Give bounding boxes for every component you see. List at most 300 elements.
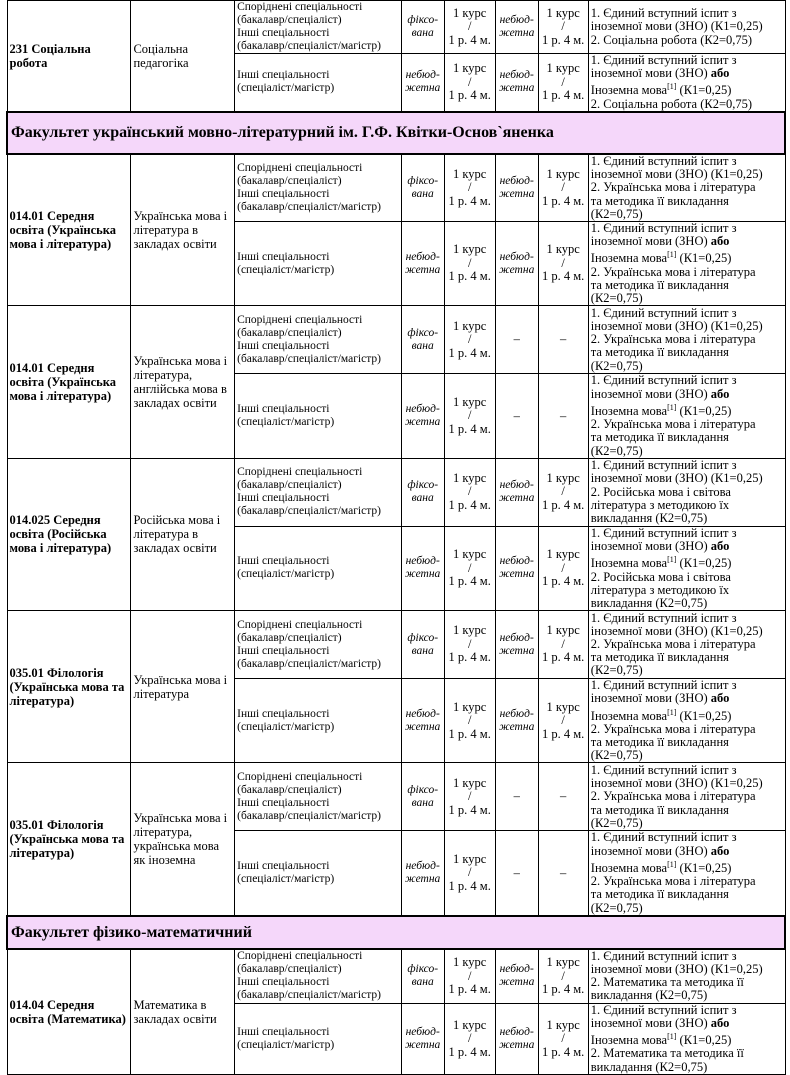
course-cell bbox=[538, 526, 588, 610]
exam-line bbox=[591, 553, 783, 570]
course-line: / bbox=[467, 968, 472, 983]
exam-line: 2. Українська мова і література bbox=[590, 637, 756, 651]
exam-line: 2. Російська мова і світова bbox=[590, 569, 731, 584]
funding-word: жетна bbox=[405, 82, 441, 95]
other-line: Інші спеціальності bbox=[237, 707, 330, 720]
specialty-cell: 035.01 Філологія (Українська мова та література) bbox=[7, 611, 131, 763]
exam-cell bbox=[588, 831, 785, 916]
exam-line: та методика її викладання bbox=[590, 277, 729, 292]
course-cell bbox=[444, 526, 495, 610]
exam-line bbox=[591, 235, 783, 248]
other-specialties-cell bbox=[235, 679, 402, 763]
exam-cell bbox=[588, 611, 785, 679]
course-line: 1 курс bbox=[453, 5, 487, 20]
exam-line bbox=[591, 248, 783, 265]
exam-line: 1. Єдиний вступний іспит з bbox=[590, 305, 737, 320]
exam-text: Іноземна мова bbox=[590, 403, 668, 418]
course-line: 1 р. 4 м. bbox=[448, 878, 491, 893]
funding-nonbudget bbox=[495, 1, 538, 54]
related-line: Споріднені спеціальності bbox=[237, 618, 363, 631]
funding-nonbudget bbox=[495, 1003, 538, 1074]
related-line: (бакалавр/спеціаліст) bbox=[237, 783, 342, 796]
course-line: / bbox=[561, 636, 565, 651]
related-line: Споріднені спеціальності bbox=[237, 313, 363, 326]
exam-line: 2. Математика та методика її bbox=[590, 975, 744, 990]
footnote-ref: [1] bbox=[667, 707, 677, 717]
program-cell: Соціальна педагогіка bbox=[131, 1, 235, 112]
related-line: Споріднені спеціальності bbox=[237, 1, 363, 13]
exam-text: (К1=0,25) bbox=[679, 1033, 732, 1048]
specialty-cell: 014.01 Середня освіта (Українська мова і література) bbox=[7, 154, 131, 306]
exam-line: (К2=0,75) bbox=[590, 663, 643, 678]
course-line: 1 курс bbox=[546, 5, 580, 20]
course-line: / bbox=[467, 484, 472, 499]
exam-line: 1. Єдиний вступний іспит з bbox=[590, 610, 737, 625]
related-line: Інші спеціальності bbox=[237, 339, 330, 352]
exam-line: 1. Єдиний вступний іспит з bbox=[590, 373, 737, 388]
funding-word: фіксо- bbox=[407, 631, 439, 644]
exam-line: та методика її викладання bbox=[590, 193, 729, 208]
funding-nonbudget bbox=[495, 949, 538, 1003]
funding-word: фіксо- bbox=[407, 326, 439, 339]
funding-word: фіксо- bbox=[407, 783, 439, 796]
other-line: Інші спеціальності bbox=[237, 1025, 330, 1038]
other-specialties-cell bbox=[235, 526, 402, 610]
course-line: / bbox=[561, 968, 565, 983]
related-line: Інші спеціальності bbox=[237, 796, 330, 809]
course-line: 1 курс bbox=[546, 166, 580, 181]
exam-or: або bbox=[710, 386, 730, 401]
admission-table bbox=[6, 0, 786, 1075]
course-line: 1 р. 4 м. bbox=[542, 574, 585, 589]
exam-line bbox=[591, 1017, 783, 1030]
related-specialties-cell bbox=[235, 306, 402, 374]
course-line: / bbox=[561, 484, 565, 499]
exam-text: Іноземна мова bbox=[590, 556, 668, 571]
dash-cell: – bbox=[495, 306, 538, 374]
course-line: 1 курс bbox=[453, 470, 487, 485]
funding-word: вана bbox=[411, 27, 434, 39]
other-line: (спеціаліст/магістр) bbox=[237, 720, 335, 733]
funding-word: жетна bbox=[499, 976, 535, 989]
exam-line: 1. Єдиний вступний іспит з bbox=[590, 153, 737, 168]
funding-nonbudget bbox=[495, 679, 538, 763]
funding-word: жетна bbox=[405, 568, 441, 581]
other-specialties-cell bbox=[235, 221, 402, 305]
course-cell bbox=[444, 1, 495, 54]
funding-word: фіксо- bbox=[407, 14, 439, 26]
exam-text: (К1=0,25) bbox=[679, 83, 732, 98]
exam-line: 1. Єдиний вступний іспит з bbox=[590, 1002, 737, 1017]
funding-fixed bbox=[401, 763, 444, 831]
course-line: / bbox=[561, 255, 565, 270]
related-line: (бакалавр/спеціаліст/магістр) bbox=[237, 200, 381, 213]
funding-word: небюд- bbox=[405, 403, 440, 416]
table-row bbox=[7, 458, 785, 526]
related-specialties-cell bbox=[235, 763, 402, 831]
exam-line: 2. Українська мова і література bbox=[590, 789, 756, 804]
course-line: 1 р. 4 м. bbox=[448, 726, 491, 741]
course-line: 1 курс bbox=[453, 1017, 487, 1032]
course-line: 1 курс bbox=[453, 955, 487, 970]
funding-word: вана bbox=[411, 339, 434, 352]
funding-nonbudget bbox=[401, 1003, 444, 1074]
course-line: / bbox=[467, 789, 472, 804]
course-line: 1 курс bbox=[546, 242, 580, 257]
exam-line: література з методикою їх bbox=[590, 582, 730, 597]
course-line: 1 курс bbox=[546, 61, 580, 76]
other-line: Інші спеціальності bbox=[237, 860, 330, 873]
funding-word: фіксо- bbox=[407, 963, 439, 976]
related-specialties-cell bbox=[235, 1, 402, 54]
funding-word: жетна bbox=[405, 263, 441, 276]
course-line: 1 р. 4 м. bbox=[448, 345, 491, 360]
course-cell bbox=[444, 611, 495, 679]
funding-fixed bbox=[401, 306, 444, 374]
exam-line: (К2=0,75) bbox=[590, 815, 643, 830]
course-line: 1 р. 4 м. bbox=[448, 269, 491, 284]
course-line: 1 курс bbox=[453, 318, 487, 333]
exam-text: Іноземна мова bbox=[590, 708, 668, 723]
course-line: 1 р. 4 м. bbox=[448, 1044, 491, 1059]
exam-or: або bbox=[710, 538, 730, 553]
other-specialties-cell bbox=[235, 54, 402, 112]
funding-word: вана bbox=[411, 492, 434, 505]
other-line: Інші спеціальності bbox=[237, 69, 330, 82]
dash-cell: – bbox=[538, 306, 588, 374]
related-line: (бакалавр/спеціаліст/магістр) bbox=[237, 352, 381, 365]
course-cell bbox=[444, 374, 495, 458]
related-line: Інші спеціальності bbox=[237, 976, 330, 989]
footnote-ref: [1] bbox=[667, 402, 677, 412]
funding-word: жетна bbox=[499, 568, 535, 581]
exam-line: 1. Єдиний вступний іспит з bbox=[590, 53, 737, 67]
other-specialties-cell bbox=[235, 831, 402, 916]
funding-word: небюд- bbox=[499, 250, 534, 263]
funding-word: жетна bbox=[405, 416, 441, 429]
course-line: / bbox=[467, 332, 472, 347]
exam-cell bbox=[588, 221, 785, 305]
course-cell bbox=[538, 679, 588, 763]
funding-nonbudget bbox=[401, 526, 444, 610]
exam-line: (К2=0,75) bbox=[590, 443, 643, 458]
course-line: / bbox=[467, 408, 472, 423]
exam-text: іноземної мови (ЗНО) bbox=[590, 1015, 708, 1030]
funding-fixed bbox=[401, 1, 444, 54]
other-line: (спеціаліст/магістр) bbox=[237, 263, 335, 276]
related-specialties-cell bbox=[235, 458, 402, 526]
table-row bbox=[7, 949, 785, 1003]
funding-word: небюд- bbox=[405, 707, 440, 720]
exam-line: 2. Українська мова і література bbox=[590, 874, 756, 889]
dash-cell: – bbox=[495, 374, 538, 458]
course-line: / bbox=[467, 19, 472, 34]
dash-cell: – bbox=[495, 763, 538, 831]
funding-nonbudget bbox=[495, 54, 538, 112]
exam-text: (К1=0,25) bbox=[679, 708, 732, 723]
course-line: 1 р. 4 м. bbox=[542, 32, 585, 47]
funding-nonbudget bbox=[401, 831, 444, 916]
other-line: (спеціаліст/магістр) bbox=[237, 82, 335, 95]
exam-line: 1. Єдиний вступний іспит з bbox=[590, 830, 737, 845]
funding-word: небюд- bbox=[405, 1025, 440, 1038]
exam-line: та методика її викладання bbox=[590, 345, 729, 360]
exam-line: 2. Математика та методика її bbox=[590, 1046, 744, 1061]
funding-word: жетна bbox=[499, 644, 535, 657]
other-line: (спеціаліст/магістр) bbox=[237, 568, 335, 581]
related-line: (бакалавр/спеціаліст/магістр) bbox=[237, 40, 381, 52]
course-line: 1 р. 4 м. bbox=[448, 421, 491, 436]
funding-word: небюд- bbox=[499, 174, 534, 187]
funding-word: жетна bbox=[405, 720, 441, 733]
table-row bbox=[7, 763, 785, 831]
exam-line: 2. Соціальна робота (К2=0,75) bbox=[590, 96, 753, 111]
exam-line: 1. Єдиний вступний іспит з bbox=[590, 762, 737, 777]
other-specialties-cell bbox=[235, 1003, 402, 1074]
exam-line: 1. Єдиний вступний іспит з bbox=[590, 458, 737, 473]
course-line: 1 р. 4 м. bbox=[542, 88, 585, 103]
program-cell: Математика в закладах освіти bbox=[131, 949, 235, 1074]
exam-line bbox=[591, 706, 783, 723]
exam-cell bbox=[588, 949, 785, 1003]
exam-cell bbox=[588, 1, 785, 54]
funding-word: небюд- bbox=[405, 69, 440, 82]
course-line: 1 курс bbox=[546, 1017, 580, 1032]
exam-line: іноземної мови (ЗНО) (К1=0,25) bbox=[590, 167, 763, 182]
related-line: Споріднені спеціальності bbox=[237, 161, 363, 174]
related-specialties-cell bbox=[235, 154, 402, 222]
table-row bbox=[7, 306, 785, 374]
related-line: (бакалавр/спеціаліст) bbox=[237, 963, 342, 976]
faculty-title: Факультет український мовно-літературний ім. Г.Ф. Квітки-Основ`яненка bbox=[7, 112, 785, 154]
course-line: 1 р. 4 м. bbox=[542, 650, 585, 665]
exam-text: (К1=0,25) bbox=[679, 251, 732, 266]
exam-cell bbox=[588, 679, 785, 763]
exam-line: іноземної мови (ЗНО) (К1=0,25) bbox=[590, 623, 763, 638]
funding-word: вана bbox=[411, 187, 434, 200]
exam-text: (К1=0,25) bbox=[679, 403, 732, 418]
exam-cell bbox=[588, 458, 785, 526]
exam-text: Іноземна мова bbox=[590, 861, 668, 876]
exam-line: (К2=0,75) bbox=[590, 748, 643, 763]
course-line: / bbox=[467, 255, 472, 270]
course-line: 1 курс bbox=[453, 166, 487, 181]
faculty-title: Факультет фізико-математичний bbox=[7, 916, 785, 949]
exam-line bbox=[591, 67, 783, 80]
course-line: 1 р. 4 м. bbox=[448, 982, 491, 997]
course-line: 1 курс bbox=[546, 470, 580, 485]
other-line: (спеціаліст/магістр) bbox=[237, 1038, 335, 1051]
funding-nonbudget bbox=[495, 221, 538, 305]
funding-word: небюд- bbox=[499, 631, 534, 644]
course-line: 1 р. 4 м. bbox=[542, 1044, 585, 1059]
course-cell bbox=[444, 306, 495, 374]
course-cell bbox=[538, 154, 588, 222]
exam-line bbox=[591, 1030, 783, 1047]
specialty-cell: 014.01 Середня освіта (Українська мова і література) bbox=[7, 306, 131, 458]
table-row bbox=[7, 611, 785, 679]
exam-or: або bbox=[710, 66, 730, 81]
dash-cell: – bbox=[538, 831, 588, 916]
specialty-cell: 231 Соціальна робота bbox=[7, 1, 131, 112]
course-line: / bbox=[561, 19, 565, 34]
exam-line: 2. Українська мова і література bbox=[590, 417, 756, 432]
course-line: / bbox=[467, 180, 472, 195]
course-line: 1 р. 4 м. bbox=[448, 650, 491, 665]
exam-line: 1. Єдиний вступний іспит з bbox=[590, 948, 737, 963]
funding-word: небюд- bbox=[499, 479, 534, 492]
related-line: Інші спеціальності bbox=[237, 492, 330, 505]
course-line: / bbox=[561, 180, 565, 195]
course-line: / bbox=[561, 713, 565, 728]
course-line: / bbox=[467, 74, 472, 89]
exam-line bbox=[591, 692, 783, 705]
course-line: / bbox=[467, 636, 472, 651]
exam-line: 2. Українська мова і література bbox=[590, 180, 756, 195]
course-line: 1 р. 4 м. bbox=[448, 193, 491, 208]
course-cell bbox=[444, 221, 495, 305]
exam-text: іноземної мови (ЗНО) bbox=[590, 386, 708, 401]
funding-word: небюд- bbox=[499, 963, 534, 976]
funding-nonbudget bbox=[495, 458, 538, 526]
table-row bbox=[7, 154, 785, 222]
program-cell: Українська мова і література, українська мова як іноземна bbox=[131, 763, 235, 916]
exam-text: Іноземна мова bbox=[590, 251, 668, 266]
related-line: (бакалавр/спеціаліст) bbox=[237, 14, 342, 26]
other-line: Інші спеціальності bbox=[237, 250, 330, 263]
related-line: Інші спеціальності bbox=[237, 27, 330, 39]
exam-or: або bbox=[710, 234, 730, 249]
specialty-cell: 035.01 Філологія (Українська мова та література) bbox=[7, 763, 131, 916]
course-cell bbox=[444, 1003, 495, 1074]
exam-line bbox=[591, 858, 783, 875]
funding-nonbudget bbox=[401, 374, 444, 458]
course-line: 1 курс bbox=[453, 394, 487, 409]
footnote-ref: [1] bbox=[667, 82, 677, 92]
exam-text: іноземної мови (ЗНО) bbox=[590, 843, 708, 858]
course-line: 1 р. 4 м. bbox=[542, 269, 585, 284]
funding-word: жетна bbox=[499, 82, 535, 95]
course-cell bbox=[538, 221, 588, 305]
exam-line: 1. Єдиний вступний іспит з bbox=[590, 6, 737, 21]
exam-text: іноземної мови (ЗНО) bbox=[590, 234, 708, 249]
funding-word: небюд- bbox=[405, 860, 440, 873]
dash-cell: – bbox=[495, 831, 538, 916]
related-line: (бакалавр/спеціаліст/магістр) bbox=[237, 989, 381, 1002]
exam-line: 1. Єдиний вступний іспит з bbox=[590, 678, 737, 693]
course-line: 1 курс bbox=[453, 61, 487, 76]
exam-line: та методика її викладання bbox=[590, 802, 729, 817]
footnote-ref: [1] bbox=[667, 250, 677, 260]
course-cell bbox=[444, 679, 495, 763]
other-line: (спеціаліст/магістр) bbox=[237, 416, 335, 429]
funding-fixed bbox=[401, 154, 444, 222]
related-specialties-cell bbox=[235, 611, 402, 679]
funding-word: вана bbox=[411, 976, 434, 989]
other-line: (спеціаліст/магістр) bbox=[237, 873, 335, 886]
course-line: 1 р. 4 м. bbox=[542, 982, 585, 997]
funding-word: жетна bbox=[499, 492, 535, 505]
exam-line: 2. Українська мова і література bbox=[590, 332, 756, 347]
funding-nonbudget bbox=[401, 679, 444, 763]
exam-line: (К2=0,75) bbox=[590, 900, 643, 915]
other-specialties-cell bbox=[235, 374, 402, 458]
exam-line: іноземної мови (ЗНО) (К1=0,25) bbox=[590, 962, 763, 977]
funding-nonbudget bbox=[495, 526, 538, 610]
course-line: 1 р. 4 м. bbox=[448, 802, 491, 817]
exam-line bbox=[591, 540, 783, 553]
exam-line: 2. Російська мова і світова bbox=[590, 484, 731, 499]
exam-line bbox=[591, 80, 783, 97]
course-line: 1 курс bbox=[546, 699, 580, 714]
exam-line: 2. Соціальна робота (К2=0,75) bbox=[590, 32, 753, 47]
exam-line: 2. Українська мова і література bbox=[590, 721, 756, 736]
funding-nonbudget bbox=[401, 54, 444, 112]
exam-or: або bbox=[710, 843, 730, 858]
funding-nonbudget bbox=[401, 221, 444, 305]
funding-word: небюд- bbox=[405, 250, 440, 263]
funding-word: жетна bbox=[499, 1038, 535, 1051]
funding-word: жетна bbox=[405, 1038, 441, 1051]
related-line: (бакалавр/спеціаліст) bbox=[237, 326, 342, 339]
exam-cell bbox=[588, 763, 785, 831]
course-line: 1 р. 4 м. bbox=[448, 497, 491, 512]
other-line: Інші спеціальності bbox=[237, 555, 330, 568]
exam-line: викладання (К2=0,75) bbox=[590, 988, 708, 1003]
funding-word: небюд- bbox=[499, 69, 534, 82]
related-line: (бакалавр/спеціаліст/магістр) bbox=[237, 505, 381, 518]
course-line: / bbox=[561, 74, 565, 89]
exam-line: та методика її викладання bbox=[590, 430, 729, 445]
exam-line: іноземної мови (ЗНО) (К1=0,25) bbox=[590, 776, 763, 791]
footnote-ref: [1] bbox=[667, 859, 677, 869]
course-line: / bbox=[467, 713, 472, 728]
program-cell: Українська мова і література bbox=[131, 611, 235, 763]
table-row bbox=[7, 1, 785, 54]
footnote-ref: [1] bbox=[667, 1032, 677, 1042]
program-cell: Російська мова і література в закладах освіти bbox=[131, 458, 235, 610]
program-cell: Українська мова і література в закладах освіти bbox=[131, 154, 235, 306]
funding-fixed bbox=[401, 458, 444, 526]
course-line: / bbox=[467, 1031, 472, 1045]
exam-text: іноземної мови (ЗНО) bbox=[590, 66, 708, 81]
exam-line: 1. Єдиний вступний іспит з bbox=[590, 525, 737, 540]
course-line: 1 курс bbox=[453, 851, 487, 866]
funding-word: жетна bbox=[499, 263, 535, 276]
exam-text: (К1=0,25) bbox=[679, 556, 732, 571]
exam-text: Іноземна мова bbox=[590, 83, 668, 98]
course-cell bbox=[444, 949, 495, 1003]
exam-line: викладання (К2=0,75) bbox=[590, 595, 708, 610]
exam-cell bbox=[588, 154, 785, 222]
exam-or: або bbox=[710, 691, 730, 706]
course-cell bbox=[444, 458, 495, 526]
faculty-row bbox=[7, 112, 785, 154]
funding-fixed bbox=[401, 611, 444, 679]
course-cell bbox=[538, 458, 588, 526]
course-line: 1 курс bbox=[453, 547, 487, 562]
related-line: Споріднені спеціальності bbox=[237, 950, 363, 963]
exam-line bbox=[591, 388, 783, 401]
specialty-cell: 014.025 Середня освіта (Російська мова і література) bbox=[7, 458, 131, 610]
course-line: 1 р. 4 м. bbox=[542, 497, 585, 512]
exam-line: іноземної мови (ЗНО) (К1=0,25) bbox=[590, 319, 763, 334]
related-specialties-cell bbox=[235, 949, 402, 1003]
exam-line: (К2=0,75) bbox=[590, 291, 643, 306]
exam-cell bbox=[588, 526, 785, 610]
course-line: 1 курс bbox=[546, 955, 580, 970]
course-line: / bbox=[467, 560, 472, 575]
